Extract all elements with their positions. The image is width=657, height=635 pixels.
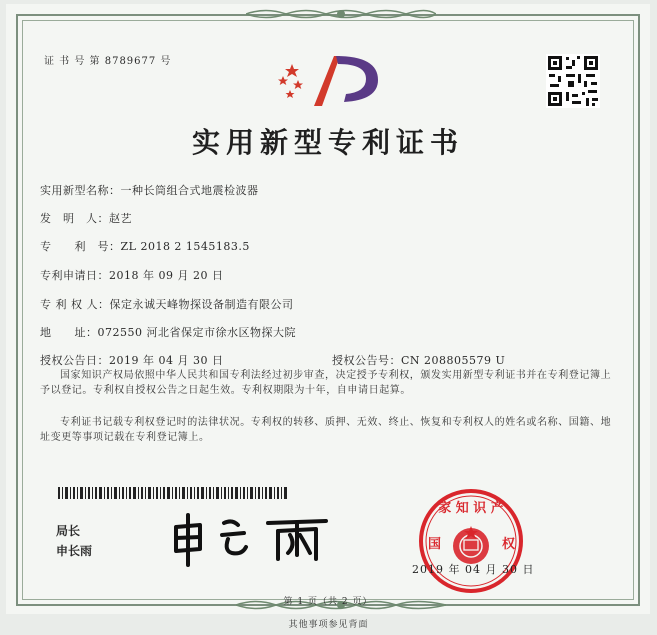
field-label: 地 址： [40,326,98,339]
field-label: 专 利 号： [40,240,121,253]
signatory-title: 局长 [56,524,81,538]
field-patentee [40,296,294,312]
field-address [40,324,296,340]
field-utility-model-name [40,182,259,198]
page-number: 第 1 页（共 2 页） [283,597,373,607]
field-value: 072550 河北省保定市徐水区物探大院 [97,326,296,339]
svg-text:权: 权 [502,537,516,552]
field-label: 实用新型名称： [40,184,121,197]
field-label: 专 利 权 人： [40,298,110,311]
grant-paragraph: 国家知识产权局依照中华人民共和国专利法经过初步审查，决定授予专利权，颁发实用新型专利证书并在专利登记簿上予以登记。专利权自授权公告之日起生效。专利权期限为十年，自申请日起算。 [40,370,612,396]
qr-code-icon [546,54,600,108]
back-note: 其他事项参见背面 [288,620,369,630]
cnipa-logo-icon [274,50,394,112]
field-grant-number [332,352,505,368]
field-grant-date [40,352,223,368]
top-ornament [246,7,436,21]
certificate-title: 实用新型专利证书 [191,126,464,159]
field-application-date [40,267,223,283]
field-label: 发 明 人： [40,212,109,225]
field-value: CN 208805579 U [401,354,506,367]
field-label: 授权公告日： [40,354,109,367]
signatory-name: 申长雨 [56,544,93,558]
svg-text:家 知 识 产: 家 知 识 产 [438,501,504,516]
field-label: 专利申请日： [40,269,109,282]
field-value: 2018 年 09 月 20 日 [109,269,224,282]
field-value: 一种长筒组合式地震检波器 [120,184,259,197]
legal-status-paragraph: 专利证书记载专利权登记时的法律状况。专利权的转移、质押、无效、终止、恢复和专利权人的姓名或名称、国籍、地址变更等事项记载在专利登记簿上。 [40,417,612,443]
field-value: 2019 年 04 月 30 日 [109,354,224,367]
certificate-sheet [6,4,650,614]
field-value: 赵艺 [109,212,132,225]
certificate-number: 证 书 号 第 8789677 号 [44,56,172,67]
field-label: 授权公告号： [332,354,401,367]
handwritten-signature-icon [166,509,346,569]
field-value: 保定永诚天峰物探设备制造有限公司 [109,298,294,311]
svg-text:国: 国 [428,537,442,552]
field-patent-number [40,238,250,254]
official-seal-icon [406,486,536,596]
seal-date: 2019 年 04 月 30 日 [412,563,535,576]
field-value: ZL 2018 2 1545183.5 [120,240,250,253]
barcode-icon [58,487,288,499]
field-inventor [40,210,132,226]
